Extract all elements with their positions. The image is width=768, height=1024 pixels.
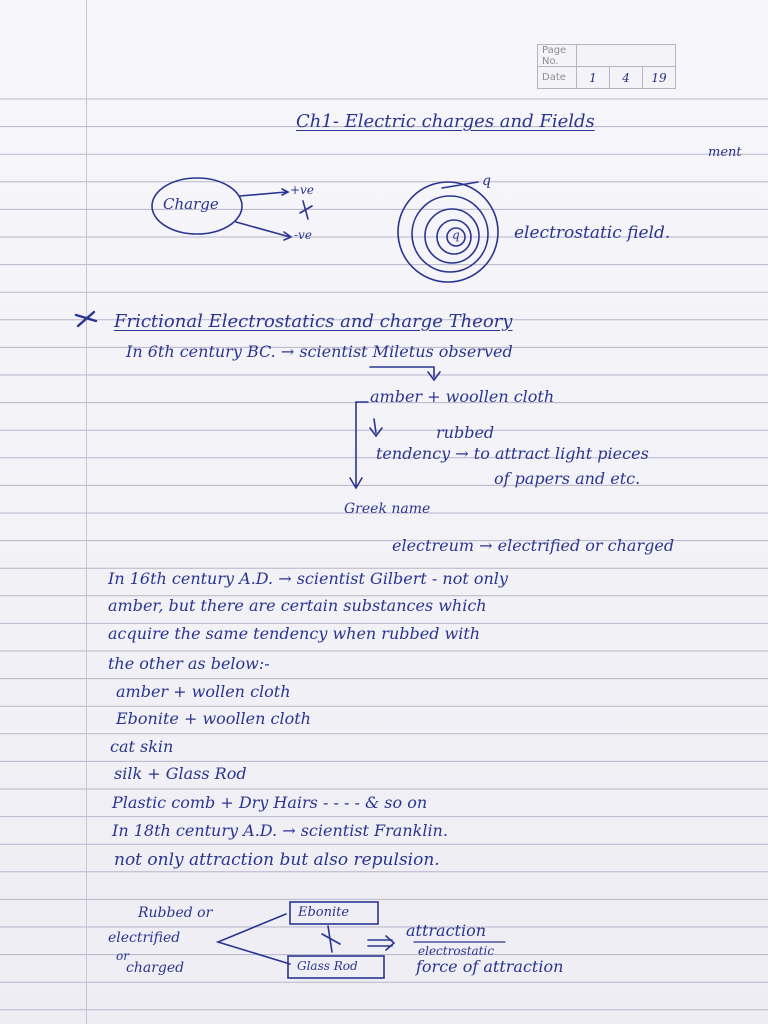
page-title: Ch1- Electric charges and Fields bbox=[296, 111, 595, 132]
arrow-positive bbox=[240, 192, 286, 196]
arrow-down-1 bbox=[370, 367, 434, 377]
branch-lines bbox=[218, 914, 290, 964]
q-inner-label: q bbox=[452, 228, 460, 242]
line-8: In 16th century A.D. → scientist Gilbert - not only bbox=[108, 569, 508, 588]
line-4: tendency → to attract light pieces bbox=[376, 444, 649, 463]
section-star bbox=[76, 312, 96, 326]
line-6: Greek name bbox=[344, 501, 431, 517]
line-12: amber + wollen cloth bbox=[116, 682, 291, 701]
attraction-label: attraction bbox=[406, 921, 487, 940]
arrow-negative bbox=[236, 222, 290, 237]
positive-label: +ve bbox=[290, 183, 314, 197]
line-18: not only attraction but also repulsion. bbox=[114, 850, 440, 870]
line-17: In 18th century A.D. → scientist Franklin. bbox=[112, 821, 448, 840]
glass-rod-label: Glass Rod bbox=[297, 959, 358, 973]
page-no-label: Page No. bbox=[538, 45, 577, 66]
ebonite-label: Ebonite bbox=[298, 905, 350, 920]
line-1: In 6th century BC. → scientist Miletus observed bbox=[126, 342, 513, 361]
electrostatic-label: electrostatic bbox=[418, 944, 495, 958]
line-7: electreum → electrified or charged bbox=[392, 536, 675, 555]
double-arrow bbox=[368, 936, 394, 950]
line-5: of papers and etc. bbox=[494, 469, 641, 488]
charge-label: Charge bbox=[163, 195, 219, 213]
line-3: rubbed bbox=[436, 423, 495, 442]
line-16: Plastic comb + Dry Hairs - - - - & so on bbox=[112, 793, 428, 812]
line-2: amber + woollen cloth bbox=[370, 387, 555, 406]
bottom-cross bbox=[322, 926, 340, 952]
field-label: electrostatic field. bbox=[514, 223, 671, 243]
date-year: 19 bbox=[651, 70, 667, 85]
date-day: 1 bbox=[577, 67, 610, 88]
line-10: acquire the same tendency when rubbed with bbox=[108, 624, 481, 643]
charge-cross bbox=[300, 201, 312, 219]
corner-note: ment bbox=[708, 145, 742, 160]
section-heading: Frictional Electrostatics and charge Theory bbox=[114, 311, 513, 332]
force-label: force of attraction bbox=[416, 957, 564, 976]
line-13: Ebonite + woollen cloth bbox=[116, 709, 311, 728]
line-9: amber, but there are certain substances which bbox=[108, 596, 487, 615]
line-11: the other as below:- bbox=[108, 654, 270, 673]
date-month: 4 bbox=[610, 67, 643, 88]
rubbed-label: Rubbed or bbox=[138, 905, 213, 921]
electrified-label: electrified bbox=[108, 930, 181, 946]
field-circle-2 bbox=[412, 196, 488, 272]
arrow-down-2 bbox=[374, 419, 376, 433]
or-label: or bbox=[116, 949, 129, 963]
line-15: silk + Glass Rod bbox=[114, 764, 247, 783]
q-outer-label: q bbox=[482, 173, 491, 189]
negative-label: -ve bbox=[294, 228, 312, 242]
charged-label: charged bbox=[126, 960, 185, 976]
date-label: Date bbox=[538, 67, 577, 88]
line-14: cat skin bbox=[110, 737, 174, 756]
